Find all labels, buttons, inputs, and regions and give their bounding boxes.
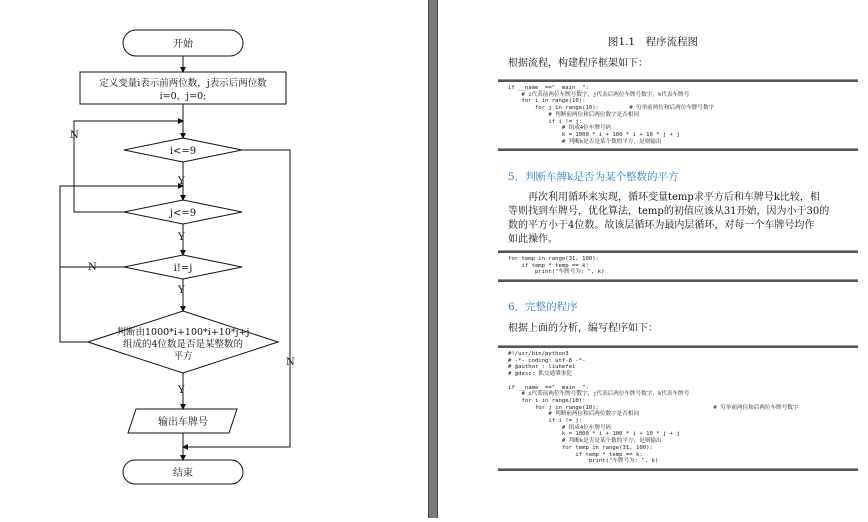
flowchart [0,0,428,518]
right-page [438,0,868,518]
check-line3: 平方 [173,351,193,362]
check-line1: 判断由1000*i+100*i+10*j+j [116,327,250,338]
cond-i-label: i<=9 [169,146,197,157]
section-5-line: 数的平方小于4位数。故该层循环为最内层循环，对每一个车牌号均作 [508,220,815,231]
section-5-line: 等则找到车牌号，优化算法，temp的初值应该从31开始，因为小于30的 [508,206,830,217]
init-line2: i=0，j=0; [159,91,207,102]
yes-label-4: Y [178,385,185,396]
end-label: 结束 [173,468,193,479]
output-label: 输出车牌号 [158,417,208,428]
yes-label-2: Y [178,232,185,243]
figure-caption: 图1.1 程序流程图 [607,36,699,48]
code-block-1 [498,79,858,151]
section-5-heading: 5．判断车牌k是否为某个整数的平方 [508,171,679,183]
left-page [0,0,428,518]
cond-j-label: j<=9 [169,208,197,219]
yes-label-1: Y [178,176,185,187]
intro-paragraph: 根据流程，构建程序框架如下： [508,58,648,69]
section-5-paragraph [508,191,868,247]
no-label-ne: N [88,262,97,273]
init-line1: 定义变量i表示前两位数，j表示后两位数 [99,78,267,89]
section-6-heading: 6．完整的程序 [508,301,578,313]
yes-label-3: Y [178,285,185,296]
section-6-paragraph: 根据上面的分析，编写程序如下： [508,323,658,334]
code-text-2: for temp in range(31, 100): if temp * temp == k: print("车牌号为: ", k) [508,256,605,276]
code-block-3 [498,345,858,471]
section-5-line: 如此操作。 [508,234,558,245]
code-text-1: if __name__=="__main__": # i代表前两位车牌号数字，j代表后两位车牌号数字，k代表车牌号 for i in range(10): for j in range(10): # 穷举前两位和后两位车牌号数字 # 判断前两位和后两位数字是否相同 if i != j: # 组成4位车牌号码 k = 1000 * i + 100 * i + 10 * j + j # 判断k是否是某个数的平方，是则输出 [508,85,715,145]
check-line2: 组成的4位数是否是某整数的 [122,339,244,350]
code-block-2 [498,250,858,282]
cond-ne-label: i!=j [173,263,193,274]
start-label: 开始 [173,39,193,50]
section-5-line: 再次利用循环来实现，循环变量temp求平方后和车牌号k比较，相 [528,192,820,203]
code-text-3: #!/usr/bin/python3 # -*- coding: utf-8 -*- # @author : liuhefei # @desc: 抓交通肇事犯 if __name__=="__main__": # i代表前两位车牌号数字，j代表后两位车牌号数字，k代表车牌号 for i in range(10): for j in range(10): # 穷举前两位和后两位车牌号数字 # 判断前两位和后两位数字是否相同 if i != j: # 组成4位车牌号码 k = 1000 * i + 100 * i + 10 * j + j # 判断k是否是某个数的平方，是则输出 for temp in range(31, 100): if temp * temp == k: print("车牌号为: ", k) [508,351,799,465]
no-label-i: N [286,357,295,368]
page-divider [428,0,438,518]
no-label-j: N [70,130,79,141]
